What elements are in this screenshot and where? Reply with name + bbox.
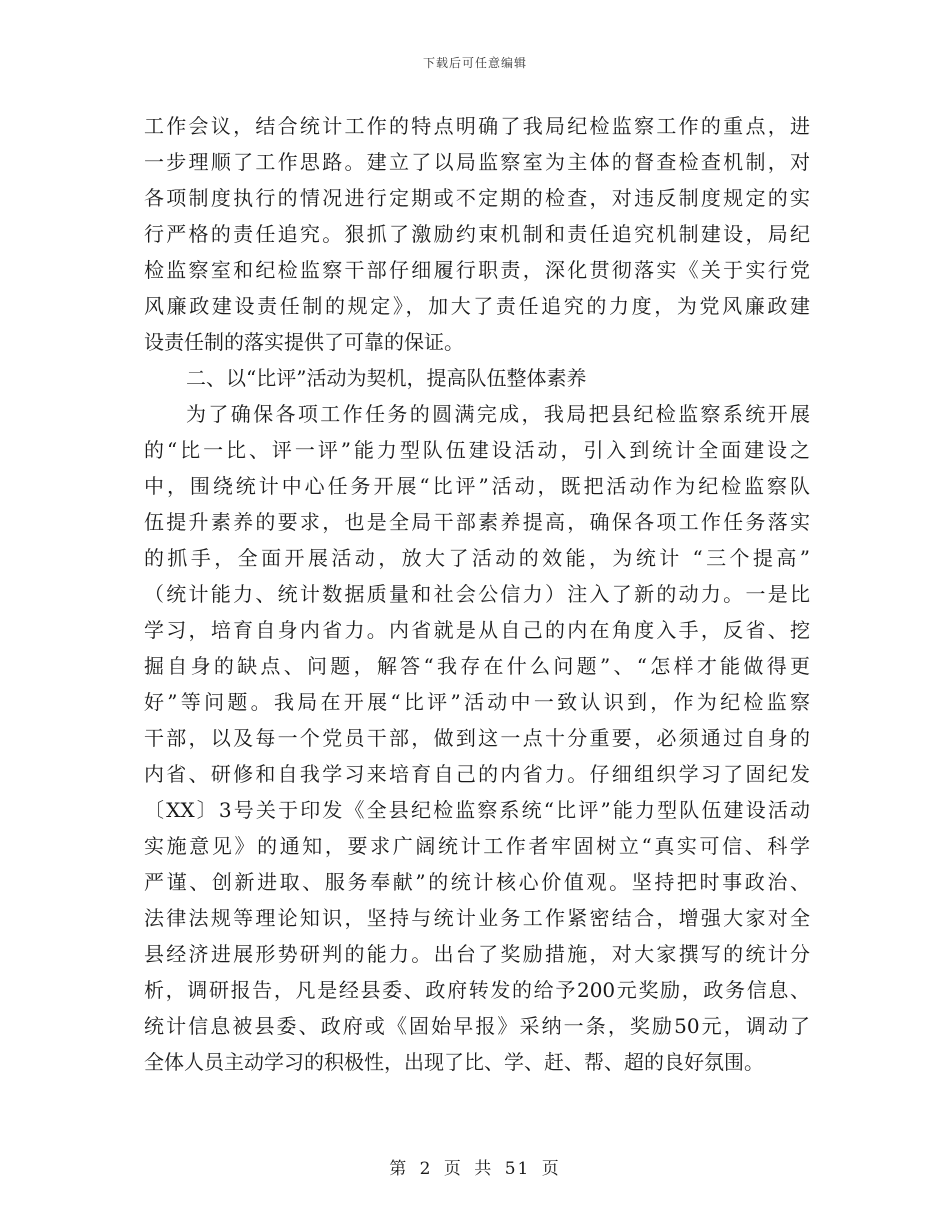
text-line: 实施意见》的通知，要求广阔统计工作者牢固树立“真实可信、科学 — [144, 834, 810, 858]
total-pages: 51 — [504, 1159, 531, 1179]
text-line: 内省、研修和自我学习来培育自己的内省力。仔细组织学习了固纪发 — [144, 762, 810, 786]
text-line: 县经济进展形势研判的能力。出台了奖励措施，对大家撰写的统计分 — [144, 942, 810, 966]
text-line: 风廉政建设责任制的规定》，加大了责任追究的力度，为党风廉政建 — [144, 294, 810, 318]
document-body — [144, 108, 810, 1080]
text-line: 工作会议，结合统计工作的特点明确了我局纪检监察工作的重点，进 — [144, 114, 810, 138]
text-line: 为了确保各项工作任务的圆满完成，我局把县纪检监察系统开展 — [186, 402, 810, 426]
text-line: 好”等问题。我局在开展“比评”活动中一致认识到，作为纪检监察 — [144, 690, 810, 714]
text-line: 〔XX〕3号关于印发《全县纪检监察系统“比评”能力型队伍建设活动 — [144, 798, 810, 822]
page-label-prefix: 第 — [389, 1159, 409, 1179]
text-line: 全体人员主动学习的积极性，出现了比、学、赶、帮、超的良好氛围。 — [144, 1050, 764, 1074]
page-label-suffix: 页 — [541, 1159, 561, 1179]
text-line: 的抓手，全面开展活动，放大了活动的效能，为统计 “三个提高” — [144, 546, 810, 570]
text-line: 的“比一比、评一评”能力型队伍建设活动，引入到统计全面建设之 — [144, 438, 810, 462]
header-note: 下载后可任意编辑 — [422, 56, 527, 70]
text-line: 伍提升素养的要求，也是全局干部素养提高，确保各项工作任务落实 — [144, 510, 810, 534]
section-heading: 二、以“比评”活动为契机，提高队伍整体素养 — [186, 366, 587, 390]
text-line: 行严格的责任追究。狠抓了激励约束机制和责任追究机制建设，局纪 — [144, 222, 810, 246]
text-line: 学习，培育自身内省力。内省就是从自己的内在角度入手，反省、挖 — [144, 618, 810, 642]
text-line: 中，围绕统计中心任务开展“比评”活动，既把活动作为纪检监察队 — [144, 474, 810, 498]
text-line: 严谨、创新进取、服务奉献”的统计核心价值观。坚持把时事政治、 — [144, 870, 810, 894]
text-line: 法律法规等理论知识，坚持与统计业务工作紧密结合，增强大家对全 — [144, 906, 810, 930]
page-footer — [0, 1154, 950, 1179]
text-line: 析，调研报告，凡是经县委、政府转发的给予200元奖励，政务信息、 — [144, 978, 810, 1002]
text-line: 统计信息被县委、政府或《固始早报》采纳一条，奖励50元，调动了 — [144, 1014, 810, 1038]
text-line: 一步理顺了工作思路。建立了以局监察室为主体的督查检查机制，对 — [144, 150, 810, 174]
page-number: 2 — [419, 1159, 433, 1179]
text-line: 各项制度执行的情况进行定期或不定期的检查，对违反制度规定的实 — [144, 186, 810, 210]
text-line: 设责任制的落实提供了可靠的保证。 — [144, 330, 464, 354]
text-line: （统计能力、统计数据质量和社会公信力）注入了新的动力。一是比 — [144, 582, 810, 606]
text-line: 干部，以及每一个党员干部，做到这一点十分重要，必须通过自身的 — [144, 726, 810, 750]
text-line: 掘自身的缺点、问题，解答“我存在什么问题”、“怎样才能做得更 — [144, 654, 810, 678]
total-label: 共 — [474, 1159, 494, 1179]
page-label-mid: 页 — [443, 1159, 463, 1179]
text-line: 检监察室和纪检监察干部仔细履行职责，深化贯彻落实《关于实行党 — [144, 258, 810, 282]
